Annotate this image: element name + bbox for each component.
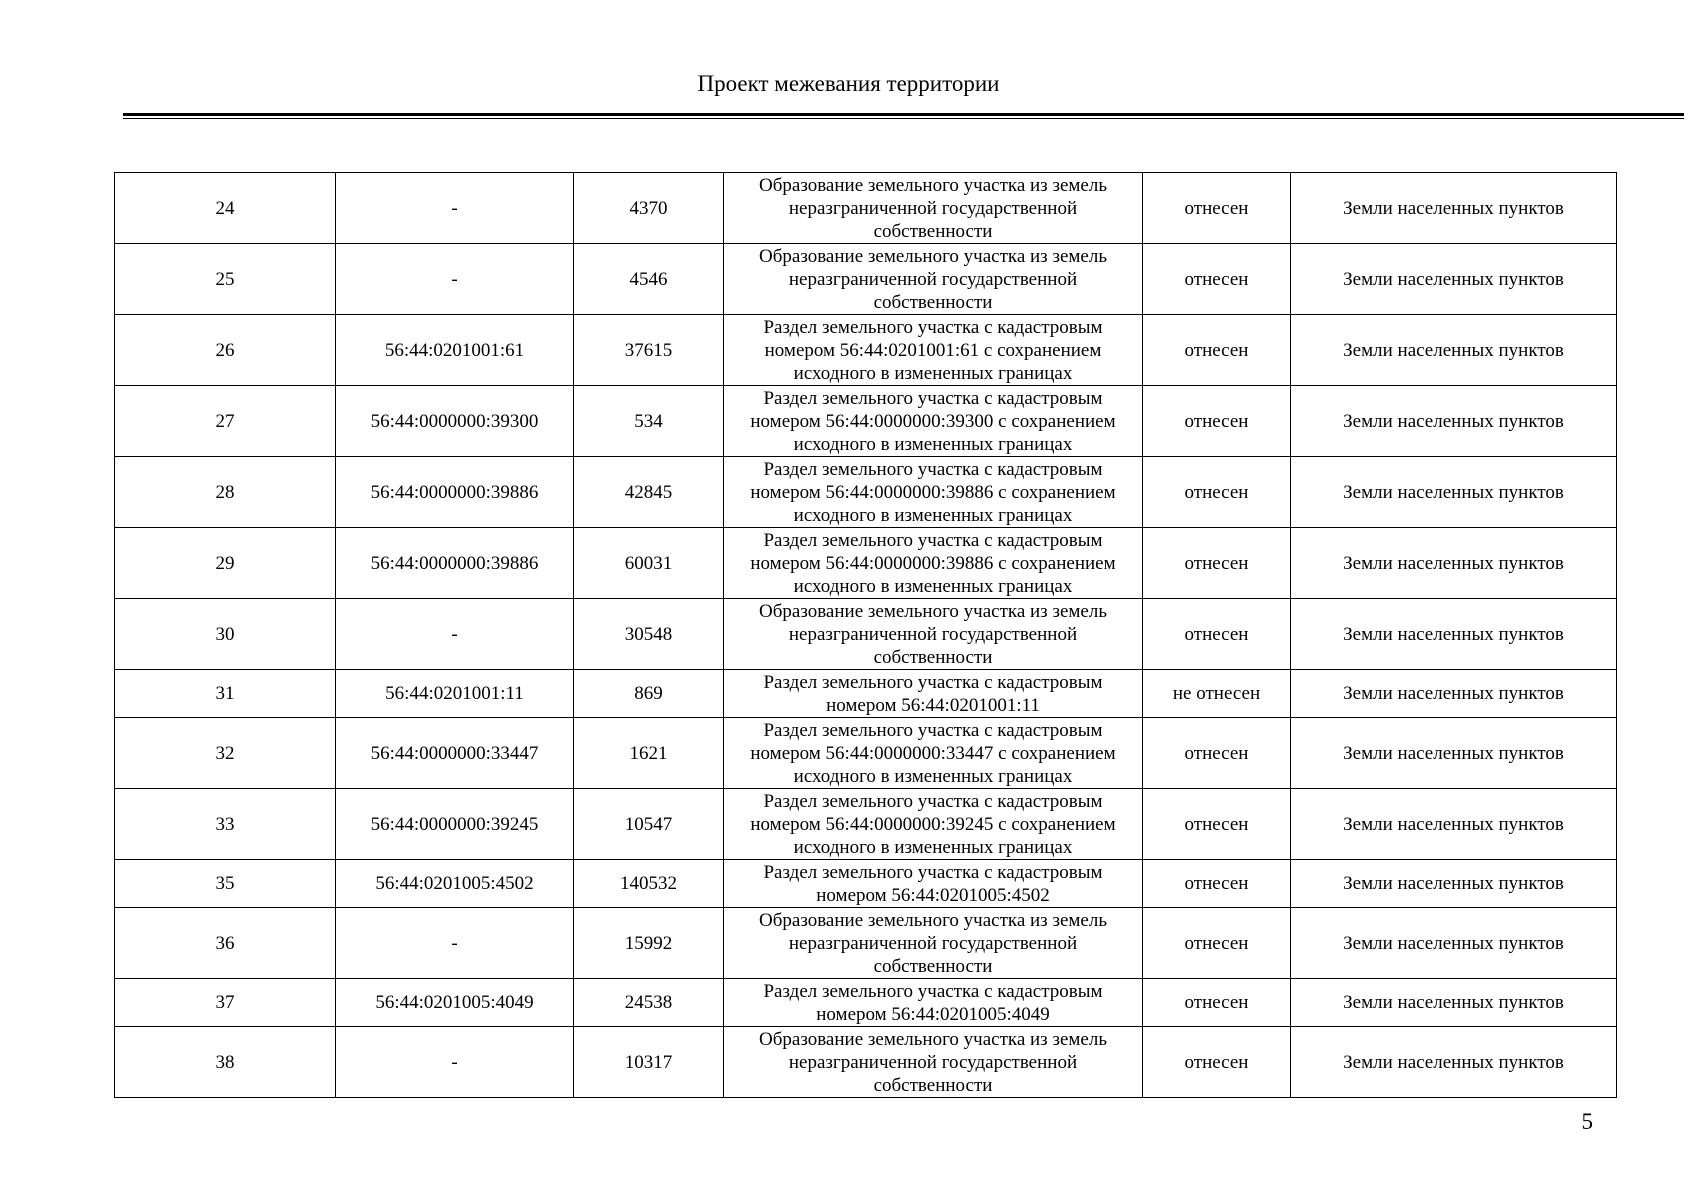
area-cell: 15992 xyxy=(574,908,724,979)
table-row xyxy=(115,173,1617,244)
parcel-number-cell: 28 xyxy=(115,457,336,528)
table-row xyxy=(115,244,1617,315)
table-row xyxy=(115,789,1617,860)
status-cell: отнесен xyxy=(1143,528,1291,599)
parcel-number-cell: 32 xyxy=(115,718,336,789)
cadastral-number-cell: 56:44:0000000:39886 xyxy=(336,528,574,599)
table-row xyxy=(115,979,1617,1027)
cadastral-number-cell: 56:44:0201001:11 xyxy=(336,670,574,718)
area-cell: 534 xyxy=(574,386,724,457)
parcel-number-cell: 33 xyxy=(115,789,336,860)
table-row xyxy=(115,528,1617,599)
area-cell: 869 xyxy=(574,670,724,718)
formation-method-cell: Раздел земельного участка с кадастровым номером 56:44:0000000:39886 с сохранением исходного в измененных границах xyxy=(724,457,1143,528)
cadastral-number-cell: 56:44:0000000:33447 xyxy=(336,718,574,789)
status-cell: отнесен xyxy=(1143,979,1291,1027)
cadastral-number-cell: 56:44:0201005:4502 xyxy=(336,860,574,908)
land-category-cell: Земли населенных пунктов xyxy=(1291,860,1617,908)
table-row xyxy=(115,315,1617,386)
area-cell: 10317 xyxy=(574,1027,724,1098)
parcel-number-cell: 35 xyxy=(115,860,336,908)
formation-method-cell: Раздел земельного участка с кадастровым номером 56:44:0201005:4502 xyxy=(724,860,1143,908)
formation-method-cell: Раздел земельного участка с кадастровым номером 56:44:0201005:4049 xyxy=(724,979,1143,1027)
parcel-number-cell: 24 xyxy=(115,173,336,244)
land-category-cell: Земли населенных пунктов xyxy=(1291,670,1617,718)
table-row xyxy=(115,1027,1617,1098)
formation-method-cell: Образование земельного участка из земель неразграниченной государственной собственности xyxy=(724,599,1143,670)
formation-method-cell: Раздел земельного участка с кадастровым номером 56:44:0201001:11 xyxy=(724,670,1143,718)
cadastral-number-cell: 56:44:0000000:39300 xyxy=(336,386,574,457)
area-cell: 1621 xyxy=(574,718,724,789)
table-row xyxy=(115,386,1617,457)
status-cell: отнесен xyxy=(1143,173,1291,244)
formation-method-cell: Образование земельного участка из земель неразграниченной государственной собственности xyxy=(724,908,1143,979)
parcel-number-cell: 30 xyxy=(115,599,336,670)
parcels-table xyxy=(114,172,1617,1098)
formation-method-cell: Раздел земельного участка с кадастровым номером 56:44:0201001:61 с сохранением исходного в измененных границах xyxy=(724,315,1143,386)
status-cell: отнесен xyxy=(1143,718,1291,789)
cadastral-number-cell: 56:44:0000000:39245 xyxy=(336,789,574,860)
land-category-cell: Земли населенных пунктов xyxy=(1291,789,1617,860)
status-cell: отнесен xyxy=(1143,315,1291,386)
parcel-number-cell: 36 xyxy=(115,908,336,979)
land-category-cell: Земли населенных пунктов xyxy=(1291,244,1617,315)
table-row xyxy=(115,670,1617,718)
cadastral-number-cell: - xyxy=(336,599,574,670)
status-cell: отнесен xyxy=(1143,599,1291,670)
cadastral-number-cell: - xyxy=(336,1027,574,1098)
parcel-number-cell: 31 xyxy=(115,670,336,718)
area-cell: 30548 xyxy=(574,599,724,670)
formation-method-cell: Образование земельного участка из земель неразграниченной государственной собственности xyxy=(724,244,1143,315)
cadastral-number-cell: - xyxy=(336,173,574,244)
status-cell: отнесен xyxy=(1143,908,1291,979)
header-double-rule-top xyxy=(123,113,1684,116)
cadastral-number-cell: 56:44:0000000:39886 xyxy=(336,457,574,528)
land-category-cell: Земли населенных пунктов xyxy=(1291,457,1617,528)
page-number: 5 xyxy=(1581,1109,1593,1134)
parcel-number-cell: 27 xyxy=(115,386,336,457)
formation-method-cell: Раздел земельного участка с кадастровым номером 56:44:0000000:39245 с сохранением исходного в измененных границах xyxy=(724,789,1143,860)
status-cell: отнесен xyxy=(1143,789,1291,860)
status-cell: отнесен xyxy=(1143,457,1291,528)
table-row xyxy=(115,718,1617,789)
formation-method-cell: Образование земельного участка из земель неразграниченной государственной собственности xyxy=(724,173,1143,244)
cadastral-number-cell: - xyxy=(336,908,574,979)
status-cell: отнесен xyxy=(1143,860,1291,908)
land-category-cell: Земли населенных пунктов xyxy=(1291,979,1617,1027)
area-cell: 60031 xyxy=(574,528,724,599)
parcel-number-cell: 38 xyxy=(115,1027,336,1098)
land-category-cell: Земли населенных пунктов xyxy=(1291,718,1617,789)
formation-method-cell: Раздел земельного участка с кадастровым номером 56:44:0000000:39886 с сохранением исходного в измененных границах xyxy=(724,528,1143,599)
land-category-cell: Земли населенных пунктов xyxy=(1291,315,1617,386)
area-cell: 24538 xyxy=(574,979,724,1027)
land-category-cell: Земли населенных пунктов xyxy=(1291,528,1617,599)
table-row xyxy=(115,908,1617,979)
area-cell: 140532 xyxy=(574,860,724,908)
table-row xyxy=(115,860,1617,908)
formation-method-cell: Образование земельного участка из земель неразграниченной государственной собственности xyxy=(724,1027,1143,1098)
parcels-table-container xyxy=(114,172,1616,1098)
formation-method-cell: Раздел земельного участка с кадастровым номером 56:44:0000000:39300 с сохранением исходного в измененных границах xyxy=(724,386,1143,457)
parcel-number-cell: 25 xyxy=(115,244,336,315)
header-double-rule-bottom xyxy=(123,118,1684,119)
area-cell: 4546 xyxy=(574,244,724,315)
table-row xyxy=(115,599,1617,670)
parcel-number-cell: 29 xyxy=(115,528,336,599)
cadastral-number-cell: - xyxy=(336,244,574,315)
cadastral-number-cell: 56:44:0201001:61 xyxy=(336,315,574,386)
area-cell: 37615 xyxy=(574,315,724,386)
land-category-cell: Земли населенных пунктов xyxy=(1291,599,1617,670)
area-cell: 10547 xyxy=(574,789,724,860)
status-cell: отнесен xyxy=(1143,386,1291,457)
land-category-cell: Земли населенных пунктов xyxy=(1291,173,1617,244)
land-category-cell: Земли населенных пунктов xyxy=(1291,386,1617,457)
parcel-number-cell: 26 xyxy=(115,315,336,386)
land-category-cell: Земли населенных пунктов xyxy=(1291,908,1617,979)
status-cell: отнесен xyxy=(1143,1027,1291,1098)
page-title: Проект межевания территории xyxy=(697,71,1000,96)
area-cell: 42845 xyxy=(574,457,724,528)
cadastral-number-cell: 56:44:0201005:4049 xyxy=(336,979,574,1027)
parcel-number-cell: 37 xyxy=(115,979,336,1027)
table-row xyxy=(115,457,1617,528)
area-cell: 4370 xyxy=(574,173,724,244)
land-category-cell: Земли населенных пунктов xyxy=(1291,1027,1617,1098)
status-cell: отнесен xyxy=(1143,244,1291,315)
status-cell: не отнесен xyxy=(1143,670,1291,718)
formation-method-cell: Раздел земельного участка с кадастровым номером 56:44:0000000:33447 с сохранением исходного в измененных границах xyxy=(724,718,1143,789)
